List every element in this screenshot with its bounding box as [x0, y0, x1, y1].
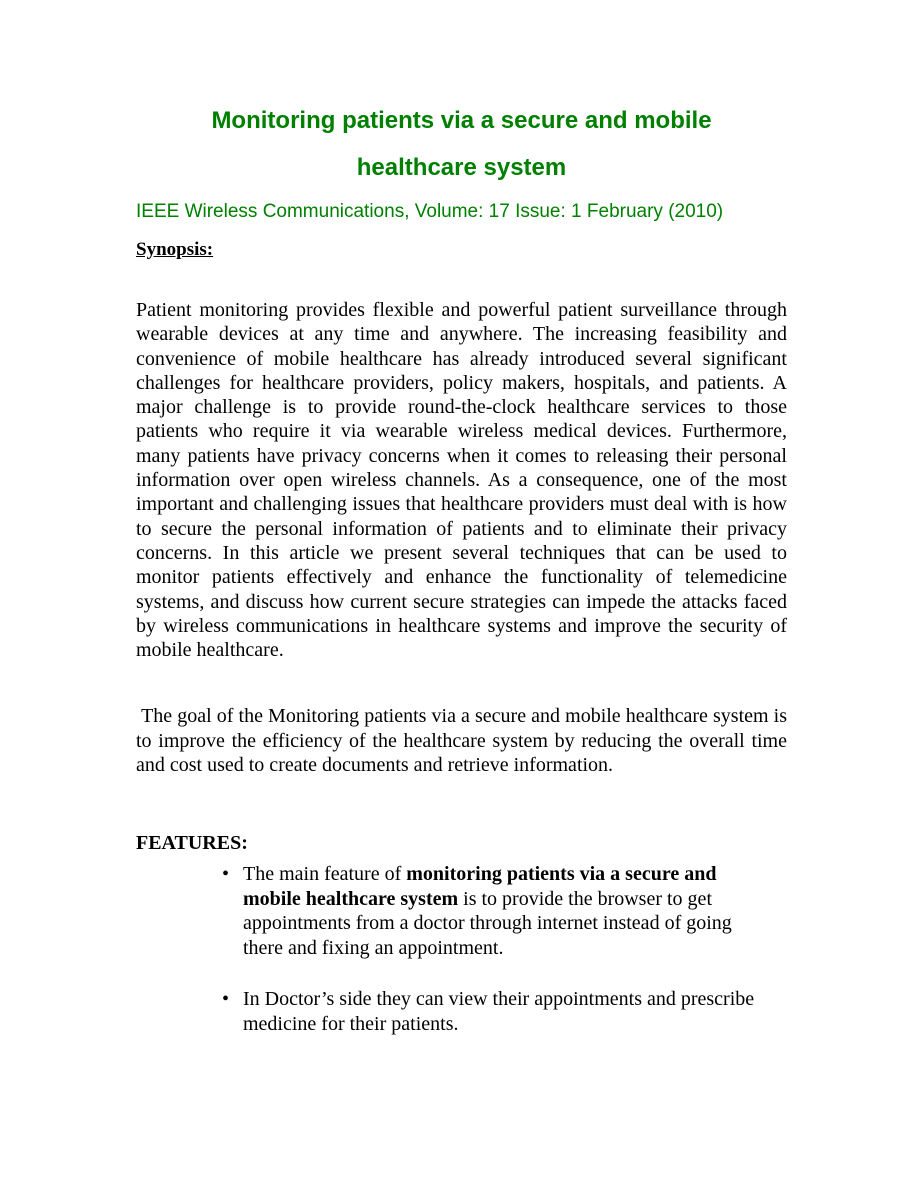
feature-1-text-post: is to provide the browser to get appointments from a doctor through internet instead of going there and fixing an appointment.: [243, 887, 732, 959]
feature-2-text-pre: In Doctor’s side they can view their appointments and prescribe medicine for their patients.: [243, 988, 755, 1035]
page-title-line-1: Monitoring patients via a secure and mobile: [211, 107, 712, 134]
list-item-feature-1: [136, 862, 787, 960]
feature-1-text-pre: The main feature of: [243, 863, 407, 886]
feature-1-text-bold: monitoring patients via a secure and mobile healthcare system: [243, 863, 717, 910]
bullet-icon: •: [222, 988, 230, 1011]
list-item-feature-2: [136, 987, 787, 1036]
page-title-line-2: healthcare system: [356, 154, 567, 181]
feature-1-text: [243, 862, 767, 960]
feature-2-text: [243, 987, 767, 1036]
features-heading: FEATURES:: [136, 832, 248, 855]
goal-paragraph: The goal of the Monitoring patients via a secure and mobile healthcare system is to improve the efficiency of the healthcare system by reducing the overall time and cost used to create documents and retrieve information.: [136, 705, 787, 777]
bullet-icon: •: [222, 863, 230, 886]
page-title: [136, 97, 787, 191]
synopsis-heading: Synopsis:: [136, 239, 214, 260]
features-list: [136, 862, 787, 1036]
synopsis-paragraph: Patient monitoring provides flexible and powerful patient surveillance through wearable devices at any time and anywhere. The increasing feasibility and convenience of mobile healthcare has already introduced several significant challenges for healthcare providers, policy makers, hospitals, and patients. A major challenge is to provide round-the-clock healthcare services to those patients who require it via wearable wireless medical devices. Furthermore, many patients have privacy concerns when it comes to releasing their personal information over open wireless channels. As a consequence, one of the most important and challenging issues that healthcare providers must deal with is how to secure the personal information of patients and to eliminate their privacy concerns. In this article we present several techniques that can be used to monitor patients effectively and enhance the functionality of telemedicine systems, and discuss how current secure strategies can impede the attacks faced by wireless communications in healthcare systems and improve the security of mobile healthcare.: [136, 299, 787, 662]
journal-reference: IEEE Wireless Communications, Volume: 17 Issue: 1 February (2010): [136, 201, 724, 222]
